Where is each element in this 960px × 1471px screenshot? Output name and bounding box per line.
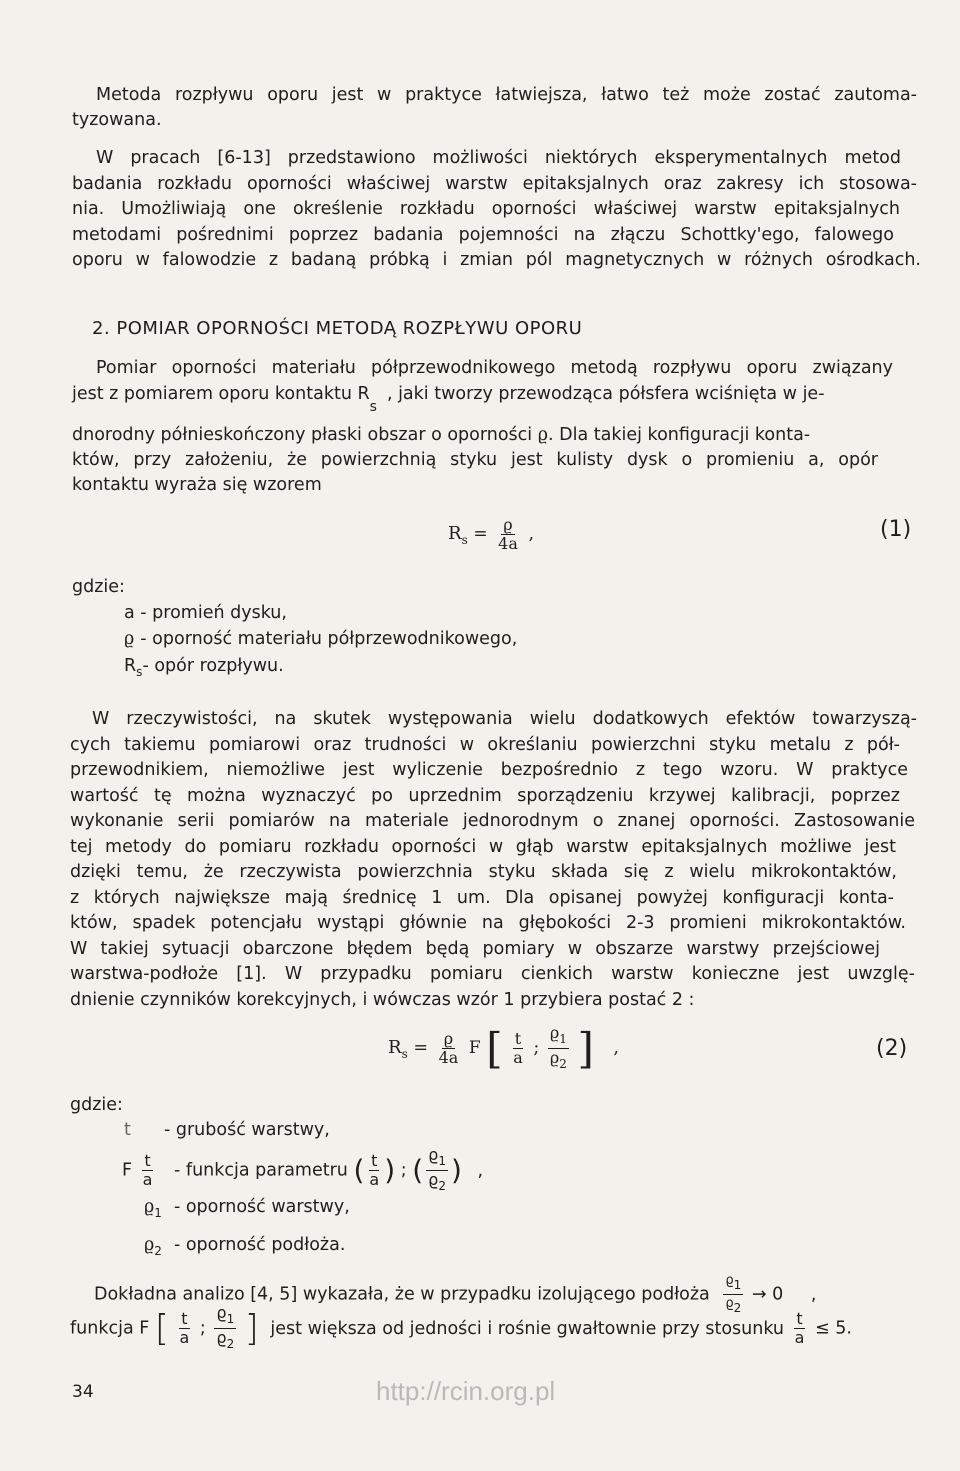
p5-rho1-index: 1 — [733, 1278, 742, 1292]
formula2-s: s — [401, 1047, 408, 1061]
where2-paren-close-1: ) — [384, 1153, 396, 1187]
formula1-numerator: ϱ — [503, 515, 513, 534]
formula-2 — [388, 1024, 619, 1073]
where1-rho-symbol: ϱ — [124, 629, 135, 649]
p5-semicolon: ; — [199, 1318, 206, 1339]
p3-line2-start: jest z pomiarem oporu kontaktu R — [72, 384, 370, 404]
formula-2-number: (2) — [876, 1036, 908, 1061]
paragraph-2-line-4: metodami pośrednimi poprzez badania pojemności na złączu Schottky'ego, falowego — [72, 225, 894, 245]
where2-paren-close-2: ) — [450, 1153, 462, 1187]
where2-F: F — [122, 1160, 133, 1181]
p5-rho1 — [723, 1272, 743, 1295]
p5-a: a — [179, 1328, 190, 1347]
where2-t-symbol: t — [124, 1120, 131, 1140]
p5-line2-start: funkcja F — [70, 1318, 150, 1339]
paragraph-4-line-5: wykonanie serii pomiarów na materiale jednorodnym o znanej oporności. Zastosowanie — [70, 811, 915, 831]
where-1-label: gdzie: — [72, 577, 125, 597]
watermark-url: http://rcin.org.pl — [376, 1376, 556, 1406]
where2-rho2-symbol: ϱ — [144, 1235, 155, 1255]
where2-paren-rho1-index: 1 — [438, 1154, 446, 1168]
paragraph-5-line-2 — [70, 1304, 852, 1353]
where1-s: s — [136, 665, 143, 679]
formula1-comma: , — [528, 524, 535, 544]
formula2-right-bracket: ] — [577, 1023, 594, 1073]
formula-1 — [448, 516, 534, 553]
p5-rho1-symbol: ϱ — [725, 1273, 734, 1288]
where2-paren-open-1: ( — [353, 1153, 365, 1187]
where2-paren-open-2: ( — [412, 1153, 424, 1187]
where2-paren-rho1 — [426, 1146, 448, 1171]
where2-rho1-symbol: ϱ — [144, 1197, 155, 1217]
formula2-rho2-index: 2 — [559, 1057, 567, 1071]
where-2-item-f — [122, 1146, 483, 1195]
where2-semicolon: ; — [400, 1160, 407, 1181]
where-2-item-rho2 — [144, 1234, 345, 1262]
paragraph-4-line-9: któw, spadek potencjału wystąpi głównie na głębokości 2-3 promieni mikrokontaktów. — [70, 913, 906, 933]
where2-paren-t-over-a — [367, 1152, 381, 1189]
paragraph-3-line-4: któw, przy założeniu, że powierzchnią styku jest kulisty dysk o promieniu a, opór — [72, 450, 878, 470]
formula2-fraction — [437, 1030, 461, 1067]
formula2-t: t — [514, 1029, 522, 1048]
formula2-rho1-symbol: ϱ — [549, 1023, 560, 1042]
where2-rho2-index: 2 — [154, 1244, 162, 1258]
formula2-rho1 — [548, 1024, 569, 1049]
formula2-semicolon: ; — [533, 1038, 540, 1058]
formula2-comma: , — [613, 1038, 619, 1058]
p3-line2-end: , jaki tworzy przewodząca półsfera wciśnięta w je- — [386, 384, 825, 404]
paragraph-4-line-3: przewodnikiem, niemożliwe jest wyliczenie bezpośrednio z tego wzoru. W praktyce — [70, 760, 908, 780]
paragraph-4-line-10: W takiej sytuacji obarczone błędem będą pomiary w obszarze warstwy przejściowej — [70, 939, 880, 959]
formula2-a: a — [513, 1048, 523, 1067]
formula2-denominator: 4a — [438, 1048, 459, 1067]
formula1-R: R — [448, 523, 462, 544]
p5-zero: 0 — [772, 1284, 784, 1305]
paragraph-3-line-1: Pomiar oporności materiału półprzewodnikowego metodą rozpływu oporu związany — [96, 358, 893, 378]
where2-rho1-text: - oporność warstwy, — [173, 1197, 350, 1217]
where2-paren-rho1-symbol: ϱ — [428, 1145, 439, 1164]
p5-rho2-symbol: ϱ — [725, 1296, 734, 1311]
formula2-F: F — [468, 1038, 481, 1058]
p3-line3-end: . Dla takiej konfiguracji konta- — [548, 425, 811, 445]
rho-symbol: ϱ — [537, 425, 549, 445]
where2-paren-a: a — [369, 1170, 380, 1189]
where1-rho-text: - oporność materiału półprzewodnikowego, — [140, 629, 518, 649]
formula2-rho2 — [548, 1049, 569, 1073]
formula1-fraction — [496, 516, 520, 553]
paragraph-2-line-1: W pracach [6-13] przedstawiono możliwości niektórych eksperymentalnych metod — [96, 148, 901, 168]
formula2-numerator: ϱ — [443, 1029, 454, 1048]
where2-rho2-text: - oporność podłoża. — [173, 1235, 346, 1255]
where1-rs-text: - opór rozpływu. — [142, 656, 284, 676]
p5-t-over-a — [178, 1310, 192, 1347]
p5-line2-end: jest większa od jedności i rośnie gwałtownie przy stosunku — [270, 1318, 785, 1339]
where2-rho1-index: 1 — [154, 1206, 162, 1220]
p5-t: t — [181, 1309, 188, 1328]
paragraph-2-line-3: nia. Umożliwiają one określenie rozkładu oporności właściwej warstw epitaksjalnych — [72, 199, 900, 219]
paragraph-4-line-11: warstwa-podłoże [1]. W przypadku pomiaru cienkich warstw konieczne jest uwzglę- — [70, 964, 915, 984]
where2-t: t — [144, 1151, 151, 1170]
paragraph-2-line-2: badania rozkładu oporności właściwej warstw epitaksjalnych oraz zakresy ich stosowa- — [72, 174, 917, 194]
where-1-item-rho — [124, 628, 517, 650]
paragraph-3-line-3 — [72, 424, 810, 446]
paragraph-4-line-12: dnienie czynników korekcyjnych, i wówczas wzór 1 przybiera postać 2 : — [70, 990, 695, 1010]
paragraph-4-line-1: W rzeczywistości, na skutek występowania wielu dodatkowych efektów towarzyszą- — [92, 709, 917, 729]
paragraph-4-line-4: wartość tę można wyznaczyć po uprzednim sporządzeniu krzywej kalibracji, poprzez — [70, 786, 900, 806]
where2-t-over-a — [141, 1152, 155, 1189]
where2-t-text: - grubość warstwy, — [164, 1120, 330, 1140]
where-2-item-rho1 — [144, 1196, 350, 1224]
where-1-item-a: a - promień dysku, — [124, 603, 287, 623]
where1-R: R — [124, 656, 137, 676]
formula2-rho-ratio — [548, 1024, 569, 1073]
where2-f-text: - funkcja parametru — [174, 1160, 348, 1181]
formula2-R: R — [388, 1037, 402, 1058]
p5-t-over-a-2 — [793, 1310, 807, 1347]
paragraph-4-line-8: z których największe mają średnicę 1 um. Dla opisanej powyżej konfiguracji konta- — [70, 888, 894, 908]
where-2-item-t — [124, 1119, 330, 1141]
where-2-label: gdzie: — [70, 1095, 123, 1115]
formula2-eq: = — [413, 1038, 428, 1058]
where2-paren-rho-ratio — [426, 1146, 448, 1195]
formula2-t-over-a — [511, 1030, 525, 1067]
paragraph-3-line-2 — [72, 383, 825, 418]
page-number: 34 — [72, 1382, 94, 1402]
where2-paren-rho2 — [426, 1171, 448, 1195]
p5-rho2-index: 2 — [733, 1301, 742, 1315]
p5-arrow: → — [751, 1284, 767, 1305]
p5-left-bracket: [ — [154, 1307, 169, 1349]
where2-paren-rho2-index: 2 — [438, 1179, 446, 1193]
formula2-rho2-symbol: ϱ — [549, 1048, 560, 1067]
paragraph-3-line-5: kontaktu wyraża się wzorem — [72, 475, 322, 495]
paragraph-1-line-1: Metoda rozpływu oporu jest w praktyce łatwiejsza, łatwo też może zostać zautoma- — [96, 85, 917, 105]
section-heading: 2. POMIAR OPORNOŚCI METODĄ ROZPŁYWU OPORU — [92, 318, 583, 339]
p5-rho2-b-index: 2 — [226, 1337, 235, 1351]
formula1-s: s — [461, 533, 468, 547]
p5-a-2: a — [794, 1328, 805, 1347]
formula2-left-bracket: [ — [486, 1023, 503, 1073]
paragraph-4-line-7: dzięki temu, że rzeczywista powierzchnia styku składa się z wielu mikrokontaktów, — [70, 862, 897, 882]
p5-le5: ≤ 5. — [815, 1318, 852, 1339]
where2-f-comma: , — [477, 1160, 484, 1181]
where2-a: a — [142, 1170, 153, 1189]
formula1-denominator: 4a — [498, 534, 518, 553]
p5-comma: , — [810, 1284, 817, 1305]
paragraph-2-line-5: oporu w falowodzie z badaną próbką i zmian pól magnetycznych w różnych ośrodkach. — [72, 250, 921, 270]
p5-rho1-b — [214, 1304, 236, 1329]
p3-line3-start: dnorodny półnieskończony płaski obszar o oporności — [72, 425, 538, 445]
formula1-eq: = — [473, 524, 488, 544]
paragraph-4-line-6: tej metody do pomiaru rozkładu oporności w głąb warstw epitaksjalnych możliwe jest — [70, 837, 896, 857]
subscript-s: s — [369, 399, 377, 415]
p5-rho1-b-index: 1 — [226, 1312, 235, 1326]
formula-1-number: (1) — [880, 517, 912, 542]
formula2-rho1-index: 1 — [559, 1032, 567, 1046]
paragraph-4-line-2: cych takiemu pomiarowi oraz trudności w określaniu powierzchni styku metalu z pół- — [70, 735, 900, 755]
p5-line1-text: Dokładna analizo [4, 5] wykazała, że w przypadku izolującego podłoża — [94, 1284, 710, 1305]
p5-rho2-b-symbol: ϱ — [216, 1328, 227, 1347]
p5-t-2: t — [796, 1309, 803, 1328]
where2-paren-t: t — [371, 1151, 378, 1170]
p5-rho2-b — [214, 1329, 236, 1353]
where2-paren-rho2-symbol: ϱ — [428, 1170, 439, 1189]
where-1-item-rs — [124, 655, 284, 683]
p5-rho1-b-symbol: ϱ — [216, 1303, 227, 1322]
paragraph-1-line-2: tyzowana. — [72, 110, 162, 130]
p5-right-bracket: ] — [244, 1307, 259, 1349]
p5-rho-ratio-2 — [214, 1304, 236, 1353]
